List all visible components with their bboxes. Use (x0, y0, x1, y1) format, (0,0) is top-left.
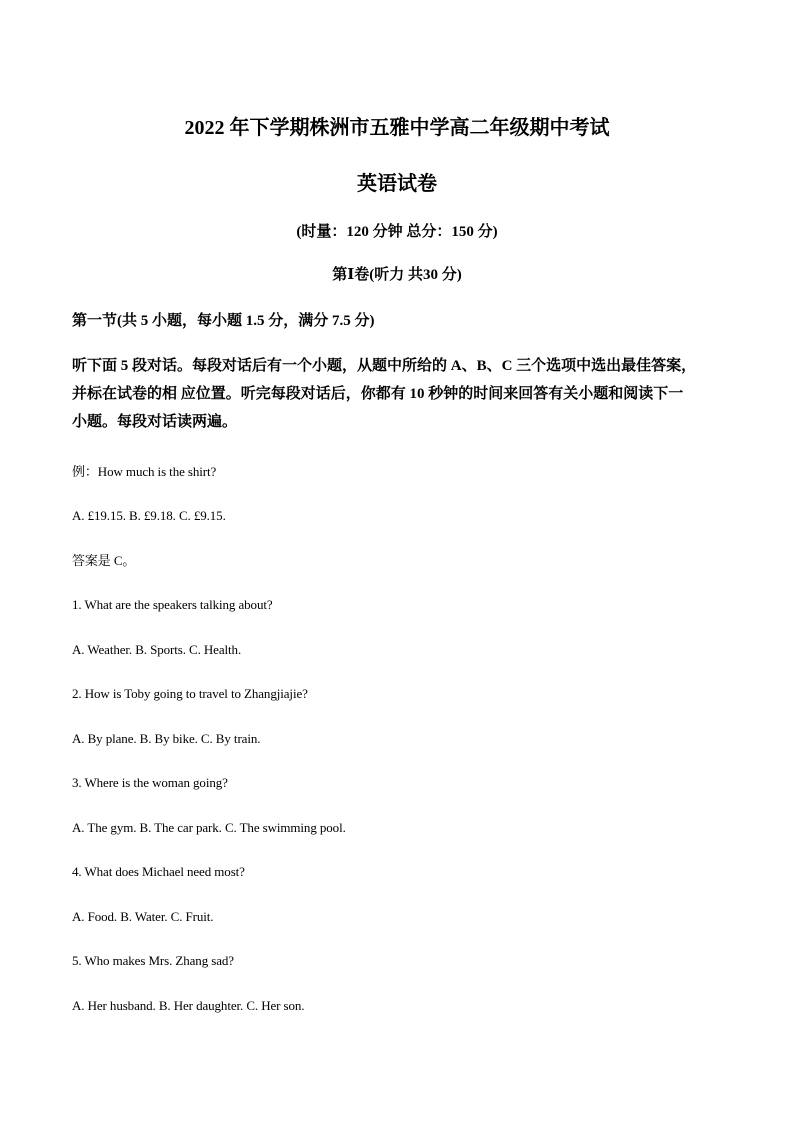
exam-title: 2022 年下学期株洲市五雅中学高二年级期中考试 (184, 117, 610, 139)
question-4: 4. What does Michael need most? (72, 864, 245, 879)
subject-title: 英语试卷 (357, 173, 437, 195)
section-heading: 第一节(共 5 小题，每小题 1.5 分，满分 7.5 分) (72, 313, 375, 329)
instruction-line: 并标在试卷的相 应位置。听完每段对话后，你都有 10 秒钟的时间来回答有关小题和阅读下一 (72, 386, 684, 402)
question-3: 3. Where is the woman going? (72, 775, 228, 790)
example-answer: 答案是 C。 (72, 553, 136, 568)
question-3-options: A. The gym. B. The car park. C. The swimming pool. (72, 820, 346, 835)
question-1: 1. What are the speakers talking about? (72, 597, 273, 612)
example-question: 例：How much is the shirt? (72, 464, 217, 479)
question-2-options: A. By plane. B. By bike. C. By train. (72, 731, 261, 746)
instruction-line: 听下面 5 段对话。每段对话后有一个小题，从题中所给的 A、B、C 三个选项中选出最佳答案， (72, 358, 697, 374)
example-options: A. £19.15. B. £9.18. C. £9.15. (72, 508, 226, 523)
instruction-line: 小题。每段对话读两遍。 (72, 414, 238, 430)
question-4-options: A. Food. B. Water. C. Fruit. (72, 909, 214, 924)
question-2: 2. How is Toby going to travel to Zhangjiajie? (72, 686, 308, 701)
volume-heading: 第Ⅰ卷(听力 共30 分) (332, 267, 462, 283)
section-instructions (72, 352, 724, 436)
question-5: 5. Who makes Mrs. Zhang sad? (72, 953, 234, 968)
question-5-options: A. Her husband. B. Her daughter. C. Her son. (72, 998, 305, 1013)
exam-meta: (时量：120 分钟 总分：150 分) (296, 224, 498, 240)
question-1-options: A. Weather. B. Sports. C. Health. (72, 642, 242, 657)
